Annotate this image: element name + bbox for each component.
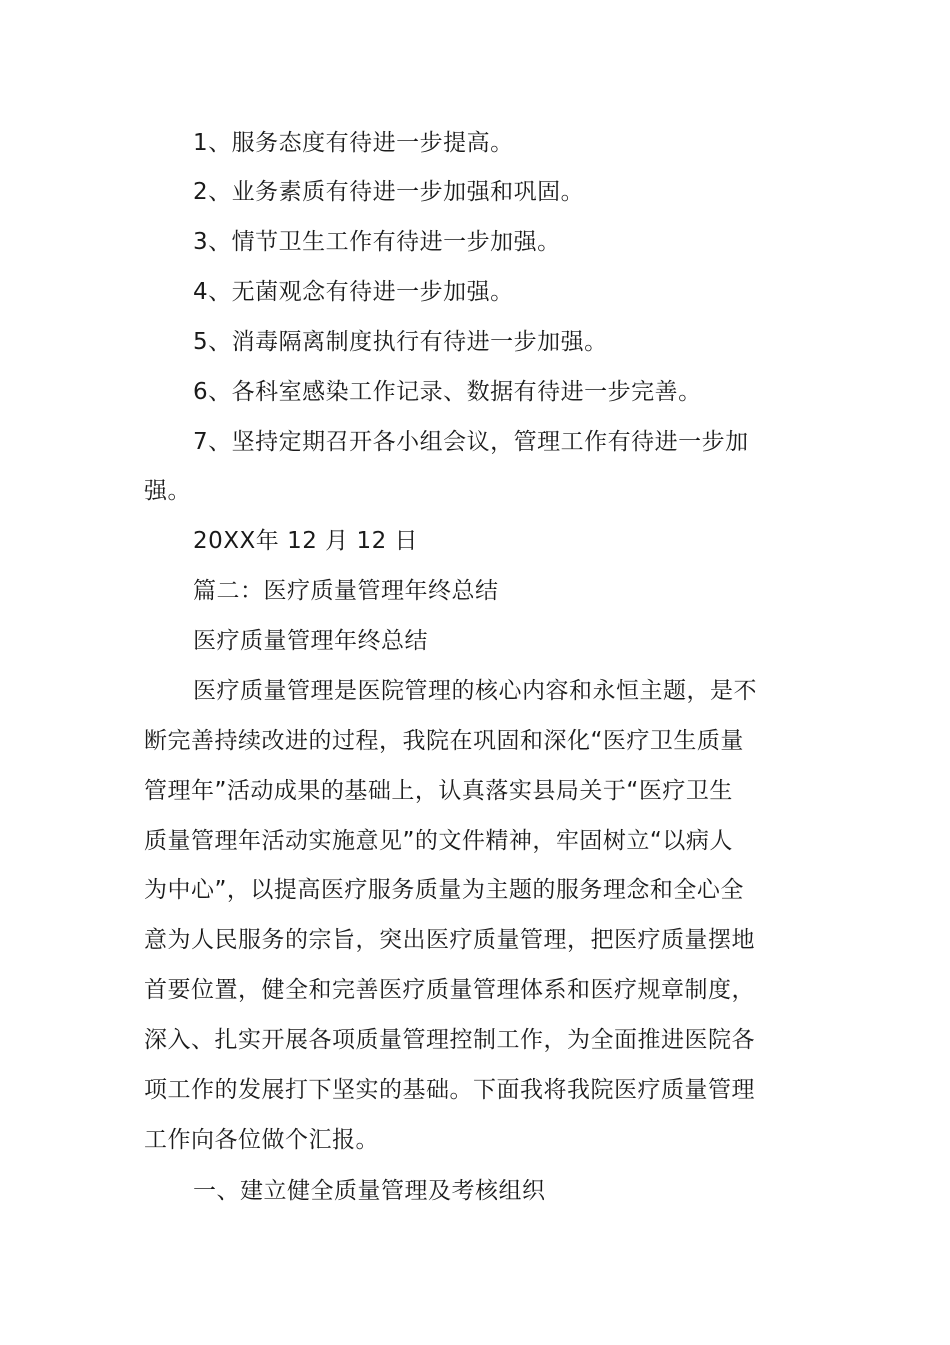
paragraph-line-3: 管理年”活动成果的基础上，认真落实县局关于“医疗卫生 bbox=[144, 778, 733, 804]
paragraph-line-1: 医疗质量管理是医院管理的核心内容和永恒主题，是不 bbox=[193, 678, 757, 704]
list-item-1: 1、服务态度有待进一步提高。 bbox=[193, 130, 514, 156]
paragraph-line-6: 意为人民服务的宗旨，突出医疗质量管理，把医疗质量摆地 bbox=[144, 927, 755, 953]
paragraph-line-7: 首要位置，健全和完善医疗质量管理体系和医疗规章制度， bbox=[144, 977, 755, 1003]
paragraph-line-9: 项工作的发展打下坚实的基础。下面我将我院医疗质量管理 bbox=[144, 1077, 755, 1103]
list-item-7-continuation: 强。 bbox=[144, 478, 191, 504]
subheading: 一、建立健全质量管理及考核组织 bbox=[193, 1178, 546, 1204]
paragraph-line-2: 断完善持续改进的过程，我院在巩固和深化“医疗卫生质量 bbox=[144, 728, 744, 754]
list-item-5: 5、消毒隔离制度执行有待进一步加强。 bbox=[193, 329, 608, 355]
list-item-7: 7、坚持定期召开各小组会议，管理工作有待进一步加 bbox=[193, 429, 749, 455]
date-line: 20XX年 12 月 12 日 bbox=[193, 528, 419, 554]
paragraph-line-8: 深入、扎实开展各项质量管理控制工作，为全面推进医院各 bbox=[144, 1027, 755, 1053]
section-heading: 篇二：医疗质量管理年终总结 bbox=[193, 578, 499, 604]
list-item-2: 2、业务素质有待进一步加强和巩固。 bbox=[193, 179, 585, 205]
paragraph-line-4: 质量管理年活动实施意见”的文件精神，牢固树立“以病人 bbox=[144, 828, 733, 854]
list-item-3: 3、情节卫生工作有待进一步加强。 bbox=[193, 229, 561, 255]
article-title: 医疗质量管理年终总结 bbox=[193, 628, 428, 654]
list-item-4: 4、无菌观念有待进一步加强。 bbox=[193, 279, 514, 305]
paragraph-line-10: 工作向各位做个汇报。 bbox=[144, 1127, 379, 1153]
list-item-6: 6、各科室感染工作记录、数据有待进一步完善。 bbox=[193, 379, 702, 405]
paragraph-line-5: 为中心”，以提高医疗服务质量为主题的服务理念和全心全 bbox=[144, 877, 744, 903]
